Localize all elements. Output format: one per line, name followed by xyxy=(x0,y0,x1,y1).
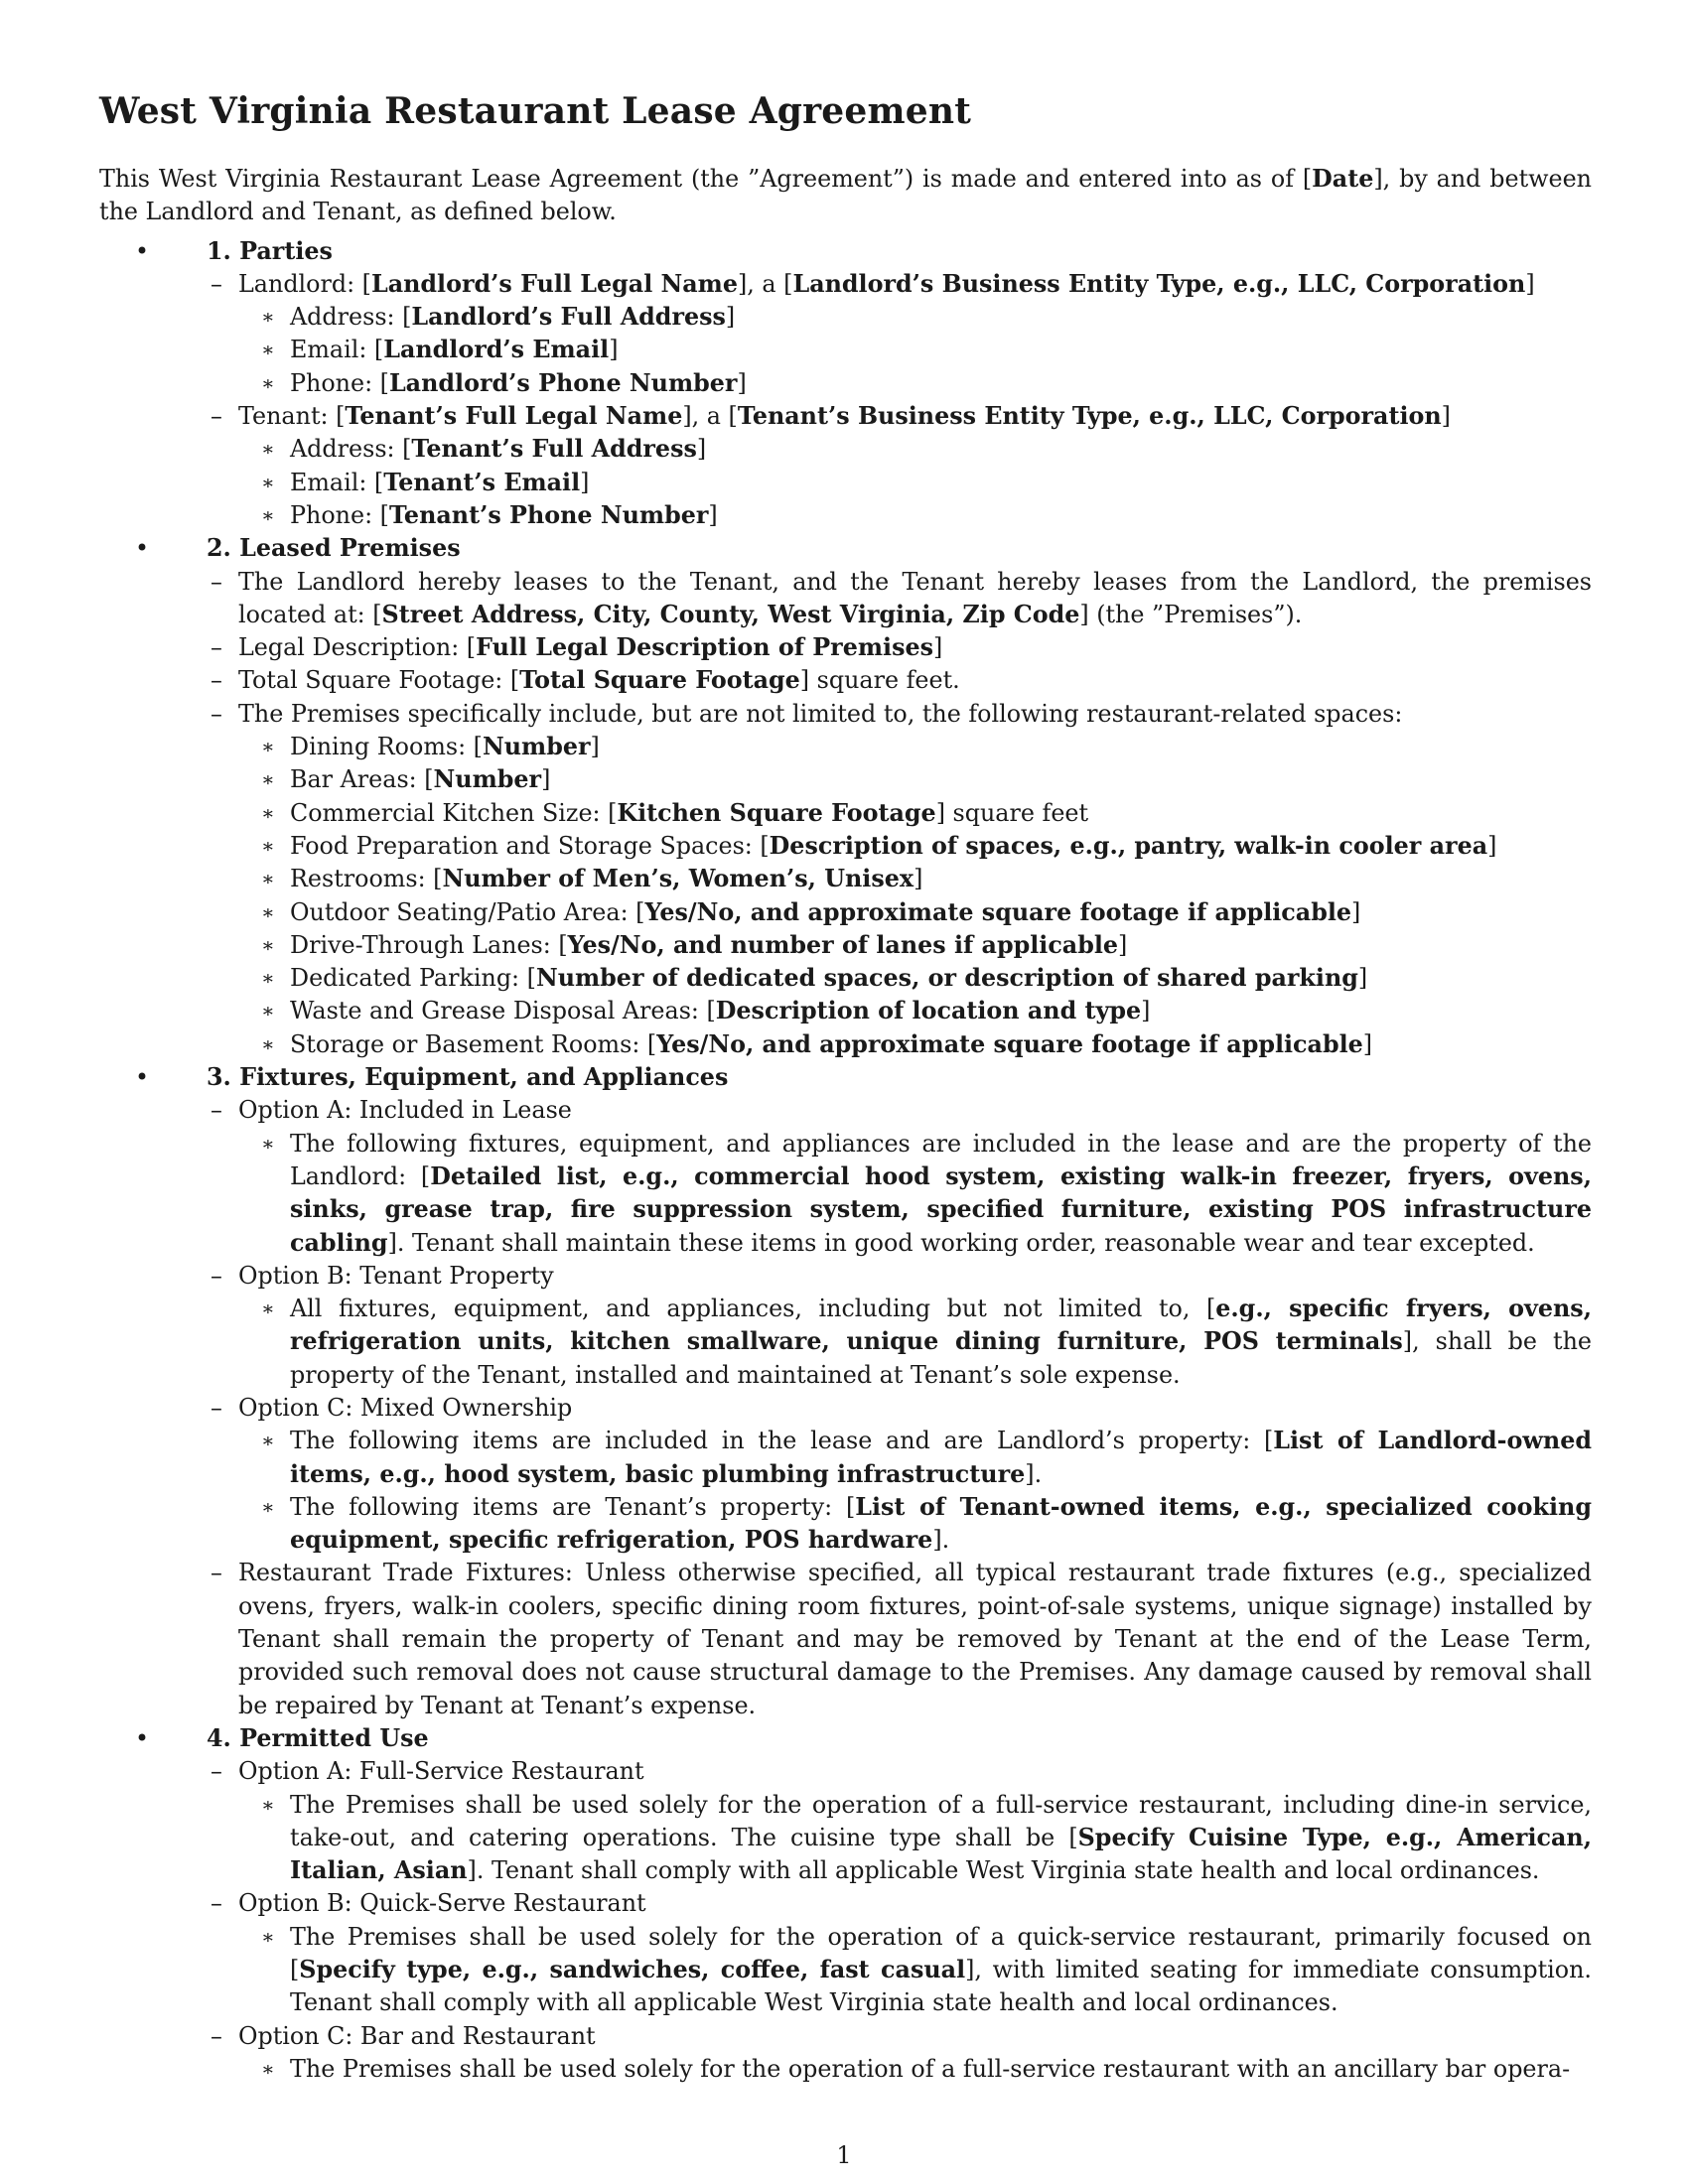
text: ] xyxy=(737,368,747,397)
placeholder: Description of spaces, e.g., pantry, walk-in cooler area xyxy=(769,831,1488,860)
dash-icon: – xyxy=(211,1096,222,1125)
placeholder: Tenant’s Email xyxy=(383,468,581,496)
text: Phone: [ xyxy=(290,368,389,397)
option-list xyxy=(238,1425,1592,1557)
tenant-address xyxy=(238,433,1592,466)
asterisk-icon: ∗ xyxy=(261,899,275,924)
tenant-name-placeholder: Tenant’s Full Legal Name xyxy=(345,402,683,431)
text: The following items are included in the lease and are Landlord’s property: [ xyxy=(290,1427,1274,1455)
placeholder: e.g., specific fryers, ovens, refrigeration units, kitchen smallware, unique dining furniture, POS terminals xyxy=(290,1295,1592,1356)
text: Total Square Footage: [ xyxy=(238,666,520,695)
trade-fixtures xyxy=(191,1557,1592,1721)
asterisk-icon: ∗ xyxy=(261,1429,275,1453)
asterisk-icon: ∗ xyxy=(261,867,275,891)
asterisk-icon: ∗ xyxy=(261,966,275,991)
text: Email: [ xyxy=(290,468,384,496)
subsection-list xyxy=(191,268,1592,532)
text: Tenant: [ xyxy=(238,402,346,431)
placeholder: Landlord’s Full Address xyxy=(411,303,726,332)
option-list xyxy=(238,1921,1592,2020)
text: Waste and Grease Disposal Areas: [ xyxy=(290,997,716,1025)
dash-icon: – xyxy=(211,699,222,728)
section-leased-premises xyxy=(99,532,1592,1061)
placeholder: List of Tenant-owned items, e.g., specialized cooking equipment, specific refrigeration, POS hardware xyxy=(290,1492,1592,1555)
asterisk-icon: ∗ xyxy=(261,2056,275,2081)
placeholder: Yes/No, and number of lanes if applicable xyxy=(567,930,1119,959)
text: ], with limited seating for immediate consumption. Tenant shall comply with all applicable West Virginia state health and local ordinances. xyxy=(290,1956,1592,2017)
list-item xyxy=(238,1921,1592,2020)
asterisk-icon: ∗ xyxy=(261,932,275,957)
text: ] xyxy=(541,765,551,794)
list-item xyxy=(238,1491,1592,1558)
text: ], a [ xyxy=(738,269,793,298)
landlord-address xyxy=(238,301,1592,334)
text: Phone: [ xyxy=(290,500,389,529)
asterisk-icon: ∗ xyxy=(261,437,275,462)
dash-icon: – xyxy=(211,567,222,596)
asterisk-icon: ∗ xyxy=(261,767,275,792)
landlord-email xyxy=(238,334,1592,366)
placeholder: Description of location and type xyxy=(715,997,1142,1025)
list-item xyxy=(238,896,1592,929)
subsection-list xyxy=(191,566,1592,1061)
asterisk-icon: ∗ xyxy=(261,1924,275,1949)
list-item xyxy=(238,2053,1592,2086)
tenant-phone xyxy=(238,499,1592,532)
list-item xyxy=(238,830,1592,863)
asterisk-icon: ∗ xyxy=(261,1031,275,1056)
placeholder: Landlord’s Email xyxy=(383,336,610,364)
bullet-icon: • xyxy=(135,1063,150,1092)
text: ], a [ xyxy=(682,402,738,431)
text: Email: [ xyxy=(290,336,384,364)
text: Address: [ xyxy=(290,435,412,464)
landlord-phone xyxy=(238,367,1592,400)
option-b xyxy=(191,1887,1592,2019)
section-parties xyxy=(99,235,1592,533)
text: The Premises shall be used solely for the operation of a full-service restaurant with an ancillary bar opera- xyxy=(290,2054,1571,2083)
placeholder: Specify type, e.g., sandwiches, coffee, fast casual xyxy=(299,1956,966,1984)
landlord-entity-placeholder: Landlord’s Business Entity Type, e.g., LLC, Corporation xyxy=(792,269,1526,298)
asterisk-icon: ∗ xyxy=(261,502,275,527)
placeholder: Total Square Footage xyxy=(519,666,800,695)
subsection-list xyxy=(191,1755,1592,2086)
intro-paragraph xyxy=(99,163,1592,229)
option-label: Option C: Mixed Ownership xyxy=(238,1393,573,1422)
asterisk-icon: ∗ xyxy=(261,470,275,494)
text: ] xyxy=(1141,997,1151,1025)
text: ] xyxy=(1357,964,1368,993)
document-body xyxy=(99,163,1592,2086)
list-item xyxy=(238,1293,1592,1392)
text: Restaurant Trade Fixtures: Unless otherwise specified, all typical restaurant trade fixtures (e.g., specialized ovens, fryers, walk-in coolers, specific dining room fixtures, point-of-sale systems, unique signage) installed by Tenant shall remain the property of Tenant and may be removed by Tenant at the end of the Lease Term, provided such removal does not cause structural damage to the Premises. Any damage caused by removal shall be repaired by Tenant at Tenant’s expense. xyxy=(238,1559,1592,1719)
intro-text: This West Virginia Restaurant Lease Agreement (the ”Agreement”) is made and entered into as of [ xyxy=(99,165,1313,193)
option-c xyxy=(191,1392,1592,1557)
tenant-contact-list xyxy=(238,433,1592,532)
text: ] xyxy=(1525,269,1535,298)
premises-spaces xyxy=(191,698,1592,1061)
text: Bar Areas: [ xyxy=(290,765,434,794)
document-title: West Virginia Restaurant Lease Agreement xyxy=(99,90,972,132)
text: Restrooms: [ xyxy=(290,865,443,893)
asterisk-icon: ∗ xyxy=(261,999,275,1024)
placeholder: List of Landlord-owned items, e.g., hood system, basic plumbing infrastructure xyxy=(290,1427,1592,1488)
landlord-name-placeholder: Landlord’s Full Legal Name xyxy=(370,269,739,298)
text: The following items are Tenant’s property: [ xyxy=(290,1492,856,1521)
text: Commercial Kitchen Size: [ xyxy=(290,798,618,827)
list-item xyxy=(238,1128,1592,1260)
list-item xyxy=(238,962,1592,995)
text: The Premises shall be used solely for the operation of a full-service restaurant, including dine-in service, take-out, and catering operations. The cuisine type shall be [ xyxy=(290,1790,1592,1851)
dash-icon: – xyxy=(211,666,222,695)
list-item xyxy=(238,929,1592,962)
text: ]. xyxy=(932,1526,950,1555)
intro-text-end: ], by and between the Landlord and Tenant, as defined below. xyxy=(99,165,1592,226)
section-title: 2. Leased Premises xyxy=(207,534,461,563)
option-label: Option B: Quick-Serve Restaurant xyxy=(238,1889,646,1918)
dash-icon: – xyxy=(211,1757,222,1786)
section-title: 4. Permitted Use xyxy=(207,1723,429,1752)
dash-icon: – xyxy=(211,1261,222,1290)
legal-description xyxy=(191,631,1592,664)
dash-icon: – xyxy=(211,1393,222,1422)
placeholder: Yes/No, and approximate square footage if applicable xyxy=(656,1029,1363,1058)
text: Drive-Through Lanes: [ xyxy=(290,930,568,959)
text: Outdoor Seating/Patio Area: [ xyxy=(290,897,645,926)
placeholder: Number of Men’s, Women’s, Unisex xyxy=(442,865,914,893)
text: ] (the ”Premises”). xyxy=(1079,600,1303,628)
placeholder: Tenant’s Phone Number xyxy=(388,500,709,529)
list-item xyxy=(238,1789,1592,1888)
text: ] xyxy=(590,733,600,761)
bullet-icon: • xyxy=(135,236,150,265)
section-permitted-use xyxy=(99,1722,1592,2086)
text: ]. Tenant shall comply with all applicable West Virginia state health and local ordinances. xyxy=(467,1856,1540,1885)
option-label: Option A: Full-Service Restaurant xyxy=(238,1757,644,1786)
text: ] xyxy=(609,336,619,364)
asterisk-icon: ∗ xyxy=(261,1297,275,1321)
text: ] xyxy=(914,865,923,893)
tenant-email xyxy=(238,467,1592,499)
text: Landlord: [ xyxy=(238,269,371,298)
option-a xyxy=(191,1755,1592,1887)
placeholder: Yes/No, and approximate square footage if applicable xyxy=(644,897,1352,926)
text: ], shall be the property of the Tenant, installed and maintained at Tenant’s sole expense. xyxy=(290,1327,1592,1389)
text: ] xyxy=(725,303,736,332)
text: Food Preparation and Storage Spaces: [ xyxy=(290,831,770,860)
text: ] square feet xyxy=(935,798,1089,827)
placeholder: Number xyxy=(482,733,591,761)
option-c xyxy=(191,2020,1592,2087)
text: ] xyxy=(708,500,718,529)
asterisk-icon: ∗ xyxy=(261,370,275,395)
placeholder: Detailed list, e.g., commercial hood system, existing walk-in freezer, fryers, ovens, sinks, grease trap, fire suppression system, specified furniture, existing POS infrastructure cabling xyxy=(290,1161,1592,1257)
text: ] xyxy=(1487,831,1497,860)
dash-icon: – xyxy=(211,1559,222,1587)
tenant-entity-placeholder: Tenant’s Business Entity Type, e.g., LLC, Corporation xyxy=(737,402,1442,431)
asterisk-icon: ∗ xyxy=(261,338,275,362)
text: The Premises shall be used solely for the operation of a quick-service restaurant, primarily focused on [ xyxy=(290,1922,1592,1984)
asterisk-icon: ∗ xyxy=(261,1792,275,1817)
asterisk-icon: ∗ xyxy=(261,833,275,858)
text: ] xyxy=(1118,930,1128,959)
text: ]. Tenant shall maintain these items in good working order, reasonable wear and tear excepted. xyxy=(387,1228,1535,1257)
placeholder: Landlord’s Phone Number xyxy=(388,368,738,397)
text: Dining Rooms: [ xyxy=(290,733,483,761)
section-title: 1. Parties xyxy=(207,236,333,265)
text: The Landlord hereby leases to the Tenant, and the Tenant hereby leases from the Landlord, the premises located at: [ xyxy=(238,567,1592,628)
list-item xyxy=(238,1028,1592,1061)
text: ] xyxy=(1362,1029,1373,1058)
asterisk-icon: ∗ xyxy=(261,305,275,330)
text: The Premises specifically include, but are not limited to, the following restaurant-related spaces: xyxy=(238,699,1403,728)
list-item xyxy=(238,763,1592,796)
text: ] xyxy=(580,468,590,496)
dash-icon: – xyxy=(211,402,222,431)
page-number: 1 xyxy=(836,2141,852,2169)
text: All fixtures, equipment, and appliances, including but not limited to, [ xyxy=(290,1295,1216,1323)
option-list xyxy=(238,1293,1592,1392)
asterisk-icon: ∗ xyxy=(261,1131,275,1156)
placeholder: Kitchen Square Footage xyxy=(617,798,936,827)
placeholder: Specify Cuisine Type, e.g., American, Italian, Asian xyxy=(290,1823,1592,1885)
section-title: 3. Fixtures, Equipment, and Appliances xyxy=(207,1063,729,1092)
text: ] xyxy=(1441,402,1451,431)
list-item xyxy=(238,731,1592,763)
list-item xyxy=(238,995,1592,1027)
text: Address: [ xyxy=(290,303,412,332)
option-label: Option C: Bar and Restaurant xyxy=(238,2021,596,2050)
dash-icon: – xyxy=(211,1889,222,1918)
list-item xyxy=(238,797,1592,830)
placeholder: Full Legal Description of Premises xyxy=(476,633,933,662)
section-fixtures xyxy=(99,1061,1592,1722)
dash-icon: – xyxy=(211,2021,222,2050)
option-a xyxy=(191,1094,1592,1259)
spaces-list xyxy=(238,731,1592,1061)
square-footage xyxy=(191,664,1592,697)
option-label: Option B: Tenant Property xyxy=(238,1261,554,1290)
address-placeholder: Street Address, City, County, West Virginia, Zip Code xyxy=(381,600,1080,628)
text: ] xyxy=(1351,897,1361,926)
list-item xyxy=(238,863,1592,895)
option-list xyxy=(238,2053,1592,2086)
option-list xyxy=(238,1128,1592,1260)
list-item xyxy=(238,1425,1592,1491)
option-label: Option A: Included in Lease xyxy=(238,1096,572,1125)
placeholder: Number xyxy=(433,765,542,794)
asterisk-icon: ∗ xyxy=(261,735,275,759)
dash-icon: – xyxy=(211,633,222,662)
text: ] xyxy=(696,435,707,464)
text: ] square feet. xyxy=(799,666,960,695)
asterisk-icon: ∗ xyxy=(261,800,275,825)
text: Dedicated Parking: [ xyxy=(290,964,536,993)
text: ] xyxy=(933,633,943,662)
option-list xyxy=(238,1789,1592,1888)
text: The following fixtures, equipment, and appliances are included in the lease and are the property of the Landlord: [ xyxy=(290,1129,1592,1190)
asterisk-icon: ∗ xyxy=(261,1494,275,1519)
bullet-icon: • xyxy=(135,534,150,563)
landlord-item xyxy=(191,268,1592,400)
section-list xyxy=(99,235,1592,2087)
document-page xyxy=(99,87,1592,2086)
tenant-item xyxy=(191,400,1592,532)
text: Legal Description: [ xyxy=(238,633,477,662)
placeholder: Number of dedicated spaces, or description of shared parking xyxy=(535,964,1358,993)
text: ]. xyxy=(1025,1459,1043,1488)
placeholder: Tenant’s Full Address xyxy=(411,435,697,464)
premises-location xyxy=(191,566,1592,632)
bullet-icon: • xyxy=(135,1723,150,1752)
option-b xyxy=(191,1260,1592,1392)
date-placeholder: Date xyxy=(1312,165,1374,193)
dash-icon: – xyxy=(211,269,222,298)
subsection-list xyxy=(191,1094,1592,1722)
landlord-contact-list xyxy=(238,301,1592,400)
text: Storage or Basement Rooms: [ xyxy=(290,1029,657,1058)
